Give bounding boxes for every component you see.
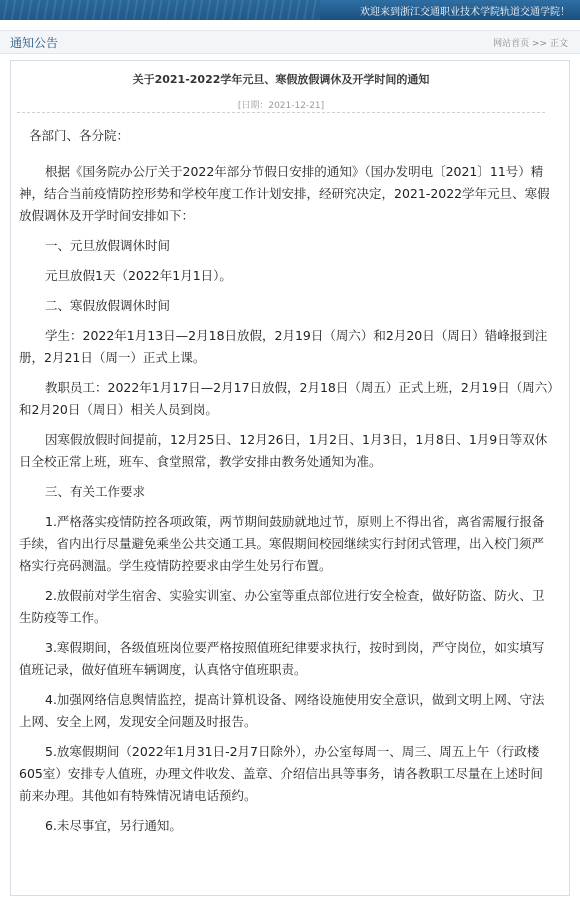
requirement-5: 5.放寒假期间（2022年1月31日-2月7日除外），办公室每周一、周三、周五上午（行政楼605室）安排专人值班，办理文件收发、盖章、介绍信出具等事务，请各教职工尽量在上述时间前来办理。其他如有特殊情况请电话预约。 bbox=[19, 744, 543, 803]
section-2-heading: 二、寒假放假调休时间 bbox=[45, 298, 171, 313]
intro-paragraph: 根据《国务院办公厅关于2022年部分节假日安排的通知》（国办发明电〔2021〕11号）精神，结合当前疫情防控形势和学校年度工作计划安排，经研究决定，2021-2022学年元旦、寒假放假调休及开学时间安排如下： bbox=[19, 164, 550, 223]
breadcrumb-home-link[interactable]: 网站首页 bbox=[493, 39, 530, 49]
article-title: 关于2021-2022学年元旦、寒假放假调休及开学时间的通知 bbox=[132, 73, 430, 86]
article-date: [日期：2021-12-21] bbox=[237, 101, 325, 111]
site-banner bbox=[0, 0, 580, 20]
requirement-4: 4.加强网络信息舆情监控，提高计算机设备、网络设施使用安全意识，做到文明上网、守法上网、安全上网，发现安全问题及时报告。 bbox=[19, 692, 545, 729]
section-1-heading: 一、元旦放假调休时间 bbox=[45, 238, 171, 253]
salutation: 各部门、各分院： bbox=[29, 128, 130, 143]
requirement-2: 2.放假前对学生宿舍、实验实训室、办公室等重点部位进行安全检查，做好防盗、防火、卫生防疫等工作。 bbox=[19, 588, 545, 625]
students-schedule: 学生：2022年1月13日—2月18日放假，2月19日（周六）和2月20日（周日）错峰报到注册，2月21日（周一）正式上课。 bbox=[19, 328, 548, 365]
section-header bbox=[0, 30, 580, 54]
section-3-heading: 三、有关工作要求 bbox=[45, 484, 146, 499]
weekend-work-note: 因寒假放假时间提前，12月25日、12月26日，1月2日、1月3日，1月8日、1月9日等双休日全校正常上班，班车、食堂照常，教学安排由教务处通知为准。 bbox=[19, 432, 548, 469]
section-title[interactable]: 通知公告 bbox=[10, 36, 59, 50]
title-divider bbox=[17, 112, 545, 113]
article-panel bbox=[10, 60, 570, 896]
requirement-3: 3.寒假期间，各级值班岗位要严格按照值班纪律要求执行，按时到岗，严守岗位，如实填写值班记录，做好值班车辆调度，认真恪守值班职责。 bbox=[19, 640, 545, 677]
breadcrumb-separator: >> bbox=[532, 39, 548, 49]
article-body bbox=[19, 125, 554, 845]
staff-schedule: 教职员工：2022年1月17日—2月17日放假，2月18日（周五）正式上班，2月19日（周六）和2月20日（周日）相关人员到岗。 bbox=[19, 380, 554, 417]
banner-rail-image bbox=[0, 0, 320, 20]
breadcrumb-current: 正文 bbox=[549, 39, 568, 49]
requirement-6: 6.未尽事宜，另行通知。 bbox=[45, 818, 182, 833]
requirement-1: 1.严格落实疫情防控各项政策，两节期间鼓励就地过节，原则上不得出省，离省需履行报备手续，省内出行尽量避免乘坐公共交通工具。寒假期间校园继续实行封闭式管理，出入校门须严格实行亮码测温。学生疫情防控要求由学生处另行布置。 bbox=[19, 514, 545, 573]
welcome-text: 欢迎来到浙江交通职业技术学院轨道交通学院！ bbox=[360, 7, 570, 18]
breadcrumb bbox=[493, 36, 568, 49]
section-1-text: 元旦放假1天（2022年1月1日）。 bbox=[45, 268, 232, 283]
